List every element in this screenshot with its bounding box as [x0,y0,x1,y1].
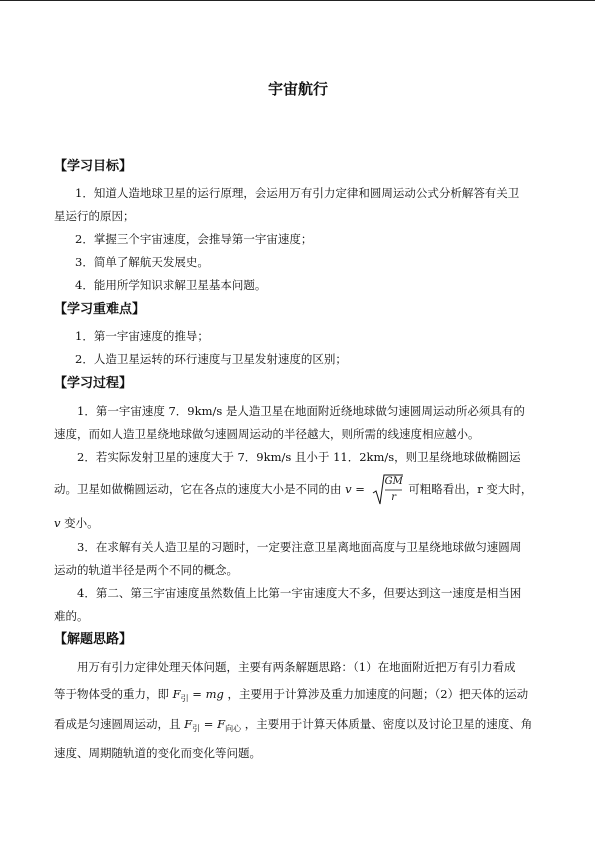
gravity-force-subscript: 引 [180,694,189,703]
process-p4-line2: 难的。 [54,609,89,623]
centripetal-force-symbol: F [217,717,226,731]
formula-denominator: r [391,492,396,503]
process-p1-line1: 1．第一宇宙速度 7．9km/s 是人造卫星在地面附近绕地球做匀速圆周运动所必须具有的 [77,404,525,418]
velocity-formula-sqrt [371,473,403,507]
process-p2-line2 [54,472,542,506]
goal-item-1: 1．知道人造地球卫星的运行原理，会运用万有引力定律和圆周运动公式分析解答有关卫 [75,186,520,200]
goals-heading: 【学习目标】 [54,159,133,174]
gravity-force-symbol-2: F [184,717,193,731]
process-p2-text-pre: 动。卫星如做椭圆运动，它在各点的速度大小是不同的由 [54,482,342,496]
process-p2-line1: 2．若实际发射卫星的速度大于 7．9km/s 且小于 11．2km/s，则卫星绕地球做椭圆运 [77,450,521,464]
formula-numerator: GM [384,476,403,487]
gravity-force-rhs: = mg [188,687,224,701]
velocity-formula-lhs: v = [345,482,365,496]
approach-line2 [54,683,542,705]
goal-item-3: 3．简单了解航天发展史。 [75,255,209,269]
process-heading: 【学习过程】 [54,376,133,391]
process-p2-line3 [54,515,542,531]
goal-item-1-cont: 星运行的原因； [54,209,135,223]
approach-line2-pre: 等于物体受的重力，即 [54,687,169,701]
approach-line1: 用万有引力定律处理天体问题，主要有两条解题思路：（1）在地面附近把万有引力看成 [77,660,516,674]
approach-heading: 【解题思路】 [54,632,133,647]
process-p4-line1: 4．第二、第三宇宙速度虽然数值上比第一宇宙速度大不多，但要达到这一速度是相当困 [77,586,522,600]
goal-item-4: 4．能用所学知识求解卫星基本问题。 [75,278,267,292]
key-point-1: 1．第一宇宙速度的推导； [75,329,209,343]
goal-item-2: 2．掌握三个宇宙速度，会推导第一宇宙速度； [75,232,313,246]
process-p1-line2: 速度，而如人造卫星绕地球做匀速圆周运动的半径越大，则所需的线速度相应越小。 [54,427,480,441]
approach-line3-pre: 看成是匀速圆周运动，且 [54,717,181,731]
page-title: 宇宙航行 [267,80,328,98]
process-p2-text-post: 可粗略看出，r 变大时， [408,482,533,496]
process-p2-line3-text: 变小。 [64,516,99,530]
key-points-heading: 【学习重难点】 [54,302,146,317]
process-p3-line1: 3．在求解有关人造卫星的习题时，一定要注意卫星离地面高度与卫星绕地球做匀速圆周 [77,540,522,554]
gravity-force-subscript-2: 引 [192,724,201,733]
equals-sign: = [200,717,218,731]
top-rule [0,0,595,1]
velocity-var: v [54,516,61,530]
centripetal-force-subscript: 向心 [225,724,242,733]
process-p3-line2: 运动的轨道半径是两个不同的概念。 [54,563,238,577]
approach-line2-post: ，主要用于计算涉及重力加速度的问题；（2）把天体的运动 [227,687,529,701]
approach-line4: 速度、周期随轨道的变化而变化等问题。 [54,746,261,760]
approach-line3 [54,713,542,735]
gravity-force-symbol: F [172,687,181,701]
approach-line3-post: ，主要用于计算天体质量、密度以及讨论卫星的速度、角 [244,717,533,731]
key-point-2: 2．人造卫星运转的环行速度与卫星发射速度的区别； [75,352,347,366]
